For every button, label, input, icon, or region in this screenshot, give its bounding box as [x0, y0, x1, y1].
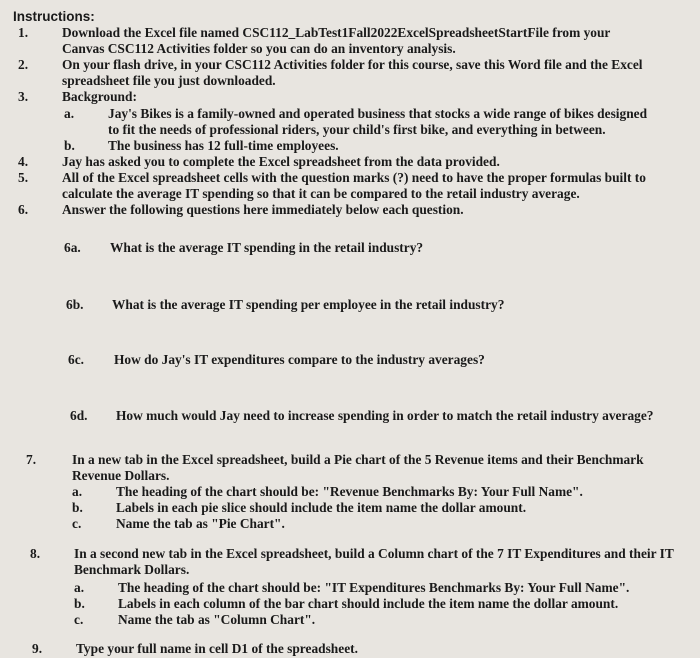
item-text-line: Type your full name in cell D1 of the spreadsheet.	[76, 641, 358, 656]
item-text-line: Canvas CSC112 Activities folder so you can do an inventory analysis.	[62, 41, 456, 56]
sub-label: a.	[64, 106, 75, 121]
sub-label: b.	[64, 138, 75, 153]
sub-label: a.	[74, 580, 85, 595]
sub-text: Name the tab as "Column Chart".	[118, 612, 316, 627]
question-label: 6d.	[70, 408, 88, 423]
question-label: 6c.	[68, 352, 84, 367]
sub-text: Labels in each pie slice should include the item name the dollar amount.	[116, 500, 527, 515]
sub-label: a.	[72, 484, 83, 499]
sub-text: The heading of the chart should be: "IT Expenditures Benchmarks By: Your Full Name".	[118, 580, 630, 595]
item-text-line: calculate the average IT spending so that it can be compared to the retail industry average.	[62, 186, 580, 201]
item-text-line: In a second new tab in the Excel spreadsheet, build a Column chart of the 7 IT Expenditures and their IT	[74, 546, 674, 561]
instructions-heading: Instructions:	[13, 9, 95, 24]
question-label: 6a.	[64, 240, 81, 255]
item-number: 3.	[18, 89, 29, 104]
item-number: 2.	[18, 57, 29, 72]
question-text: What is the average IT spending per employee in the retail industry?	[112, 297, 505, 312]
item-number: 1.	[18, 25, 29, 40]
sub-text: Name the tab as "Pie Chart".	[116, 516, 285, 531]
item-number: 5.	[18, 170, 29, 185]
sub-label: c.	[74, 612, 84, 627]
question-text: What is the average IT spending in the retail industry?	[110, 240, 424, 255]
item-text-line: Background:	[62, 89, 137, 104]
sub-text-line: Jay's Bikes is a family-owned and operated business that stocks a wide range of bikes designed	[108, 106, 648, 121]
sub-text: The heading of the chart should be: "Revenue Benchmarks By: Your Full Name".	[116, 484, 583, 499]
sub-label: b.	[72, 500, 83, 515]
question-text: How do Jay's IT expenditures compare to the industry averages?	[114, 352, 485, 367]
sub-label: c.	[72, 516, 82, 531]
item-number: 8.	[30, 546, 41, 561]
item-text-line: In a new tab in the Excel spreadsheet, build a Pie chart of the 5 Revenue items and their Benchmark	[72, 452, 644, 467]
item-text-line: Download the Excel file named CSC112_LabTest1Fall2022ExcelSpreadsheetStartFile from your	[62, 25, 611, 40]
question-text: How much would Jay need to increase spending in order to match the retail industry average?	[116, 408, 654, 423]
item-text-line: Benchmark Dollars.	[74, 562, 190, 577]
item-text-line: Revenue Dollars.	[72, 468, 170, 483]
item-text-line: Jay has asked you to complete the Excel spreadsheet from the data provided.	[62, 154, 500, 169]
item-number: 4.	[18, 154, 29, 169]
item-text-line: All of the Excel spreadsheet cells with the question marks (?) need to have the proper formulas built to	[62, 170, 646, 185]
sub-text-line: to fit the needs of professional riders, your child's first bike, and everything in between.	[108, 122, 606, 137]
item-number: 7.	[26, 452, 37, 467]
sub-label: b.	[74, 596, 85, 611]
item-text-line: On your flash drive, in your CSC112 Activities folder for this course, save this Word file and the Excel	[62, 57, 643, 72]
question-label: 6b.	[66, 297, 84, 312]
sub-text: Labels in each column of the bar chart should include the item name the dollar amount.	[118, 596, 619, 611]
item-number: 6.	[18, 202, 29, 217]
sub-text-line: The business has 12 full-time employees.	[108, 138, 339, 153]
item-text-line: spreadsheet file you just downloaded.	[62, 73, 276, 88]
item-number: 9.	[32, 641, 43, 656]
item-text-line: Answer the following questions here immediately below each question.	[62, 202, 464, 217]
